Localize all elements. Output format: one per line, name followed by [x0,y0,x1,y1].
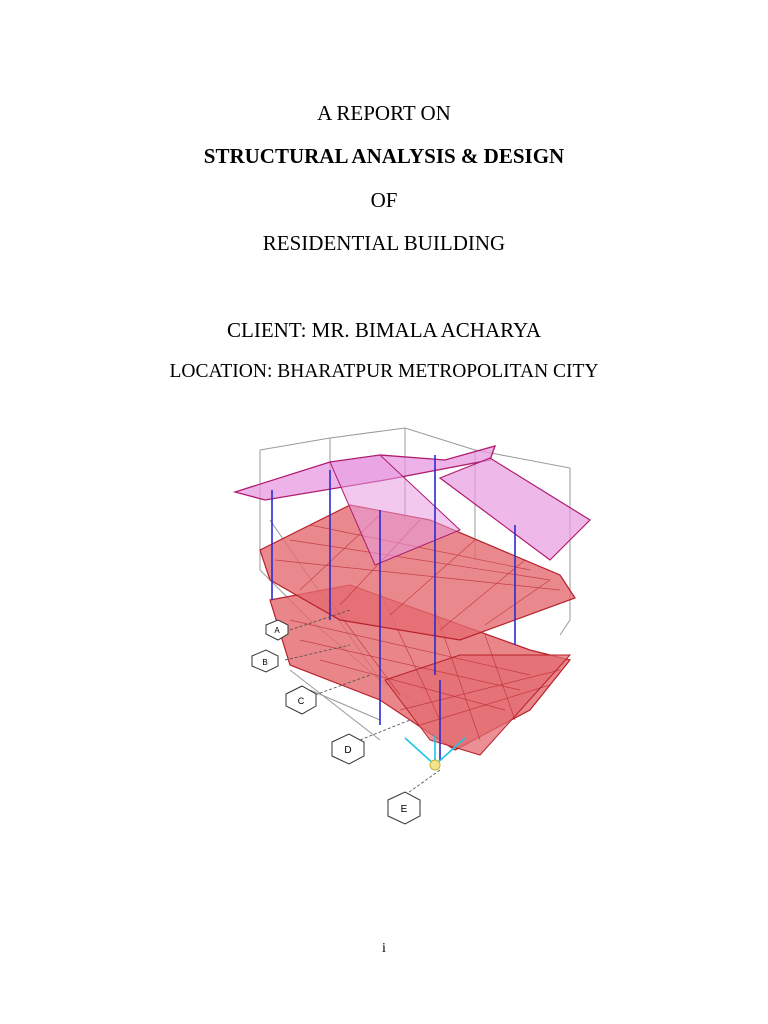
grid-bubble-a [266,620,288,640]
grid-bubble-d [332,734,364,764]
grid-bubble-a-label: A [274,626,280,635]
grid-bubble-b [252,650,278,672]
grid-bubbles [230,420,600,840]
client-line: CLIENT: MR. BIMALA ACHARYA [227,318,541,342]
report-subject: RESIDENTIAL BUILDING [262,231,506,255]
grid-bubble-e [388,792,420,824]
location-line: LOCATION: BHARATPUR METROPOLITAN CITY [169,361,599,382]
grid-bubble-c [286,686,316,714]
report-title: STRUCTURAL ANALYSIS & DESIGN [203,144,565,168]
page-number: i [382,941,386,956]
grid-bubble-e-label: E [400,804,408,815]
grid-bubble-b-label: B [262,658,268,667]
grid-bubble-d-label: D [344,745,352,756]
report-heading-line: A REPORT ON [317,101,451,125]
report-of: OF [370,188,398,212]
grid-bubble-c-label: C [297,696,305,706]
